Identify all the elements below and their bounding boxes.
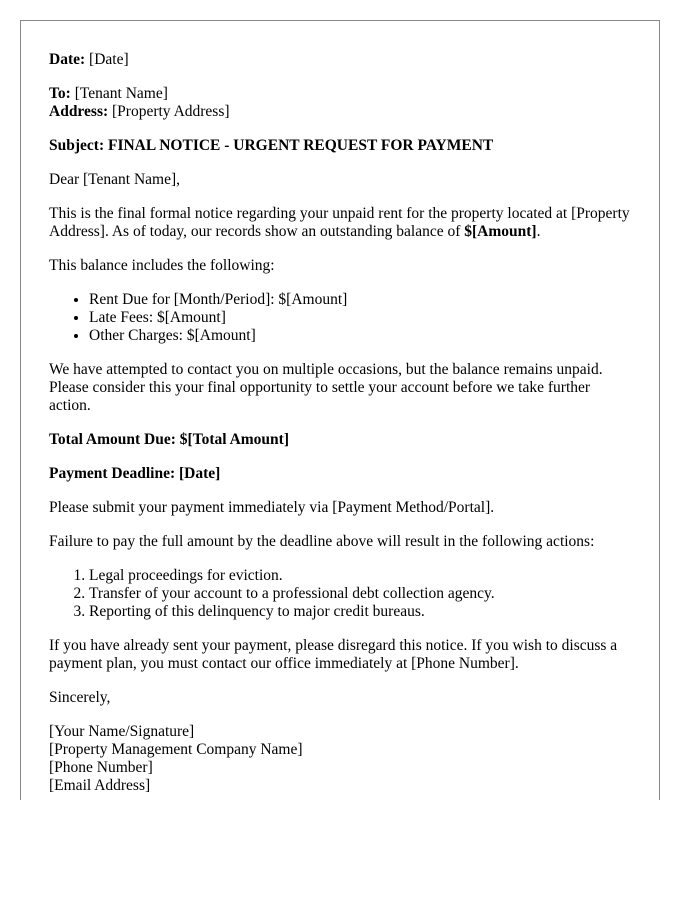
payment-deadline: Payment Deadline: [Date] [49, 465, 221, 482]
failure-intro: Failure to pay the full amount by the deadline above will result in the following actions: [49, 533, 595, 550]
signature-name: [Your Name/Signature] [49, 723, 195, 740]
intro-text: This is the final formal notice regarding your unpaid rent for the property located at [Property Address]. As of today, our records show an outstanding balance of [49, 205, 630, 240]
list-item: • Other Charges: $[Amount] [89, 327, 631, 345]
list-item: 1. Legal proceedings for eviction. [89, 567, 631, 585]
list-item: • Late Fees: $[Amount] [89, 309, 631, 327]
signature-phone: [Phone Number] [49, 759, 153, 776]
intro-end: . [536, 223, 541, 240]
balance-intro: This balance includes the following: [49, 257, 275, 274]
address-value: [Property Address] [112, 103, 230, 120]
date-line [49, 51, 631, 69]
recipient-to-line [49, 85, 631, 103]
contact-paragraph: We have attempted to contact you on multiple occasions, but the balance remains unpaid. Please consider this your final opportunity to settle your account before we take further action. [49, 361, 603, 414]
list-item: 2. Transfer of your account to a professional debt collection agency. [89, 585, 631, 603]
signature-email: [Email Address] [49, 777, 151, 794]
subject-value: FINAL NOTICE - URGENT REQUEST FOR PAYMENT [107, 137, 494, 154]
actions-list [49, 567, 631, 621]
signoff: Sincerely, [49, 689, 111, 706]
subject-label: Subject: [49, 137, 105, 154]
letter-page [20, 20, 660, 800]
closing-paragraph: If you have already sent your payment, please disregard this notice. If you wish to discuss a payment plan, you must contact our office immediately at [Phone Number]. [49, 637, 618, 672]
intro-amount: $[Amount] [464, 223, 537, 240]
recipient-address-line [49, 103, 631, 121]
total-due-line [49, 431, 631, 449]
list-item: 3. Reporting of this delinquency to major credit bureaus. [89, 603, 631, 621]
balance-list [49, 291, 631, 345]
to-value: [Tenant Name] [74, 85, 168, 102]
signature-block [49, 723, 631, 795]
total-due: Total Amount Due: $[Total Amount] [49, 431, 290, 448]
address-label: Address: [49, 103, 109, 120]
to-label: To: [49, 85, 71, 102]
date-label: Date: [49, 51, 86, 68]
greeting: Dear [Tenant Name], [49, 171, 181, 188]
subject-line [49, 137, 631, 155]
payment-instruction: Please submit your payment immediately via [Payment Method/Portal]. [49, 499, 495, 516]
intro-paragraph [49, 205, 631, 241]
signature-company: [Property Management Company Name] [49, 741, 303, 758]
date-value: [Date] [89, 51, 129, 68]
list-item: • Rent Due for [Month/Period]: $[Amount] [89, 291, 631, 309]
deadline-line [49, 465, 631, 483]
